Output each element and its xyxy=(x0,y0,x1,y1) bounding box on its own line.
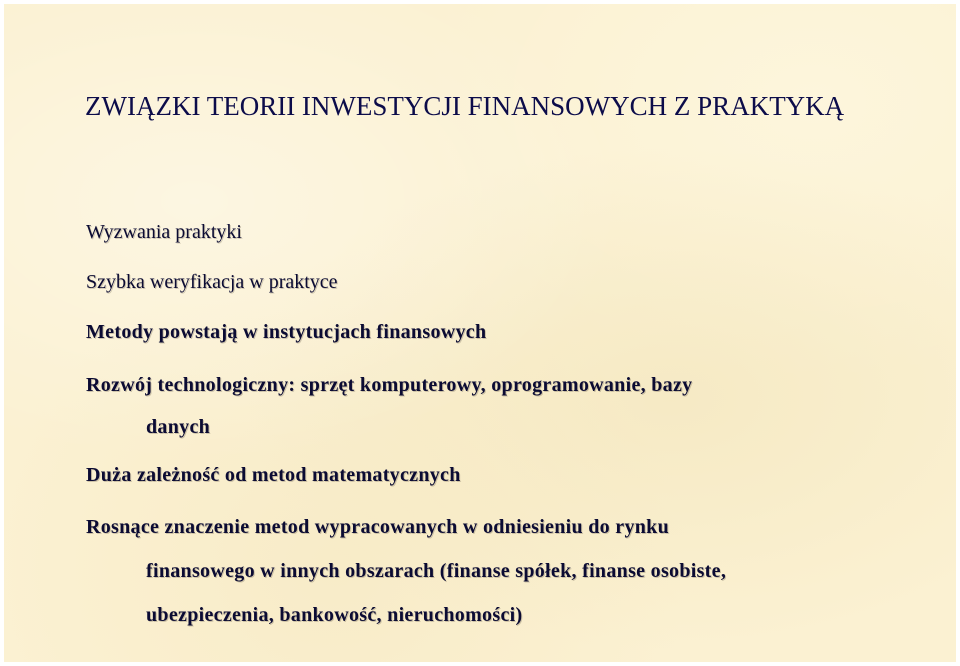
slide xyxy=(4,4,956,662)
text-line-wyzwania: Wyzwania praktyki xyxy=(86,221,242,243)
text-line-znaczenie-cont-2: ubezpieczenia, bankowość, nieruchomości) xyxy=(146,604,523,626)
slide-title: ZWIĄZKI TEORII INWESTYCJI FINANSOWYCH Z PRAKTYKĄ xyxy=(85,91,845,121)
text-line-metody: Metody powstają w instytucjach finansowych xyxy=(86,321,487,343)
text-line-zaleznosc: Duża zależność od metod matematycznych xyxy=(86,464,461,486)
text-line-rozwoj-cont: danych xyxy=(146,416,211,438)
text-line-znaczenie: Rosnące znaczenie metod wypracowanych w odniesieniu do rynku xyxy=(86,516,670,538)
text-line-weryfikacja: Szybka weryfikacja w praktyce xyxy=(86,271,338,293)
text-line-rozwoj: Rozwój technologiczny: sprzęt komputerowy, oprogramowanie, bazy xyxy=(86,374,693,396)
text-line-znaczenie-cont-1: finansowego w innych obszarach (finanse spółek, finanse osobiste, xyxy=(146,560,727,582)
